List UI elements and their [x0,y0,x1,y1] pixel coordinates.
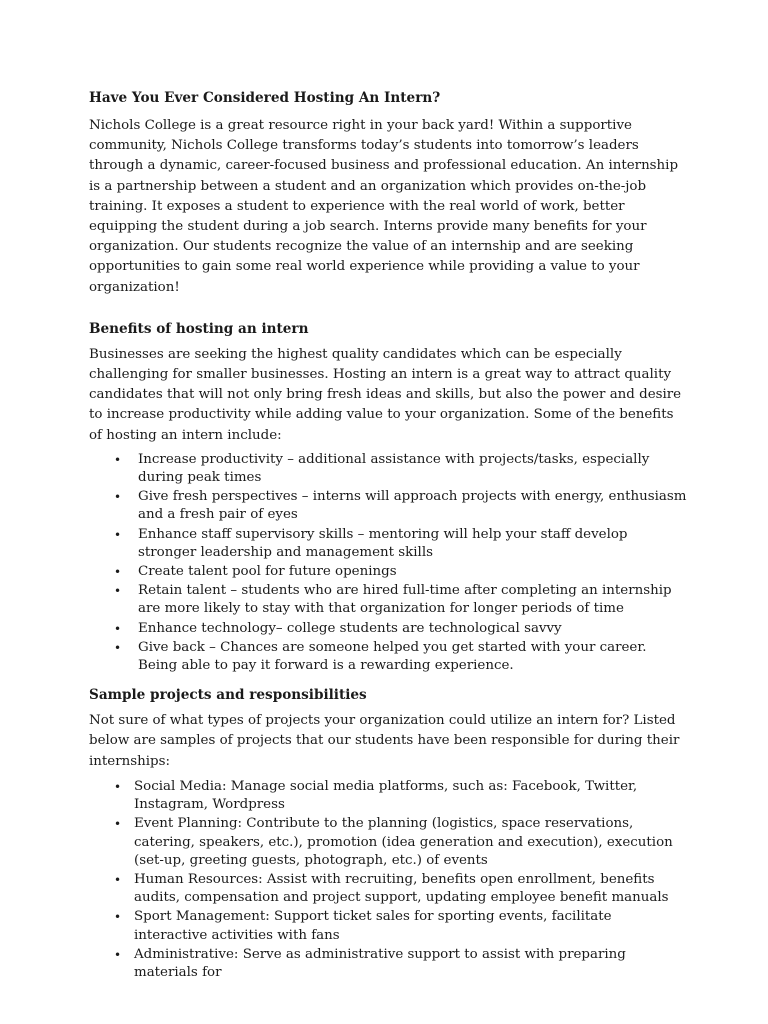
benefit-item: • Enhance staff supervisory skills – mentoring will help your staff develop stronger leadership and management skills [114,526,628,560]
projects-list [89,778,687,982]
bullet-icon: • [114,452,122,467]
bullet-icon: • [114,584,122,599]
bullet-icon: • [114,640,122,655]
benefits-intro-paragraph: Businesses are seeking the highest quality candidates which can be especially challenging for smaller businesses. Hosting an intern is a great way to attract quality candidates that will not only bring fresh ideas and skills, but also the power and desire to increase productivity while adding value to your organization. Some of the benefits of hosting an intern include: [89,346,682,443]
projects-intro-paragraph: Not sure of what types of projects your organization could utilize an intern for? Listed below are samples of projects that our students have been responsible for during their internships: [89,713,680,769]
benefit-item: • Give fresh perspectives – interns will approach projects with energy, enthusiasm and a fresh pair of eyes [114,489,687,523]
bullet-icon: • [114,779,122,794]
projects-heading: Sample projects and responsibilities [89,687,367,704]
project-item: • Event Planning: Contribute to the planning (logistics, space reservations, catering, speakers, etc.), promotion (idea generation and execution), execution (set-up, greeting guests, photograph, etc.) of events [114,816,673,868]
project-item: • Sport Management: Support ticket sales for sporting events, facilitate interactive activities with fans [114,909,612,943]
project-item: • Social Media: Manage social media platforms, such as: Facebook, Twitter, Instagram, Wordpress [114,778,638,813]
benefits-list [89,451,687,675]
intro-paragraph: Nichols College is a great resource right in your back yard! Within a supportive community, Nichols College transforms today’s students into tomorrow’s leaders through a dynamic, career-focused business and professional education. An internship is a partnership between a student and an organization which provides on-the-job training. It exposes a student to experience with the real world of work, better equipping the student during a job search. Interns provide many benefits for your organization. Our students recognize the value of an internship and are seeking opportunities to gain some real world experience while providing a value to your organization! [89,118,679,295]
benefit-item: • Retain talent – students who are hired full-time after completing an internship are more likely to stay with that organization for longer periods of time [114,583,672,617]
bullet-icon: • [114,490,122,505]
bullet-icon: • [114,565,122,580]
bullet-icon: • [114,527,122,542]
project-item: • Administrative: Serve as administrative support to assist with preparing materials for [114,946,626,980]
bullet-icon: • [114,621,122,636]
bullet-icon: • [114,910,122,925]
project-item: • Human Resources: Assist with recruiting, benefits open enrollment, benefits audits, compensation and project support, updating employee benefit manuals [114,871,669,906]
benefits-heading: Benefits of hosting an intern [89,320,309,337]
benefit-item: • Give back – Chances are someone helped you get started with your career. Being able to pay it forward is a rewarding experience. [114,639,647,674]
benefit-item: • Create talent pool for future openings [89,563,687,581]
benefit-item: • Enhance technology– college students are technological savvy [89,620,687,638]
document-page [89,88,687,983]
page-title: Have You Ever Considered Hosting An Intern? [89,90,441,106]
bullet-icon: • [114,947,122,962]
benefit-item: • Increase productivity – additional assistance with projects/tasks, especially during peak times [114,451,650,486]
bullet-icon: • [114,817,122,832]
bullet-icon: • [114,872,122,887]
